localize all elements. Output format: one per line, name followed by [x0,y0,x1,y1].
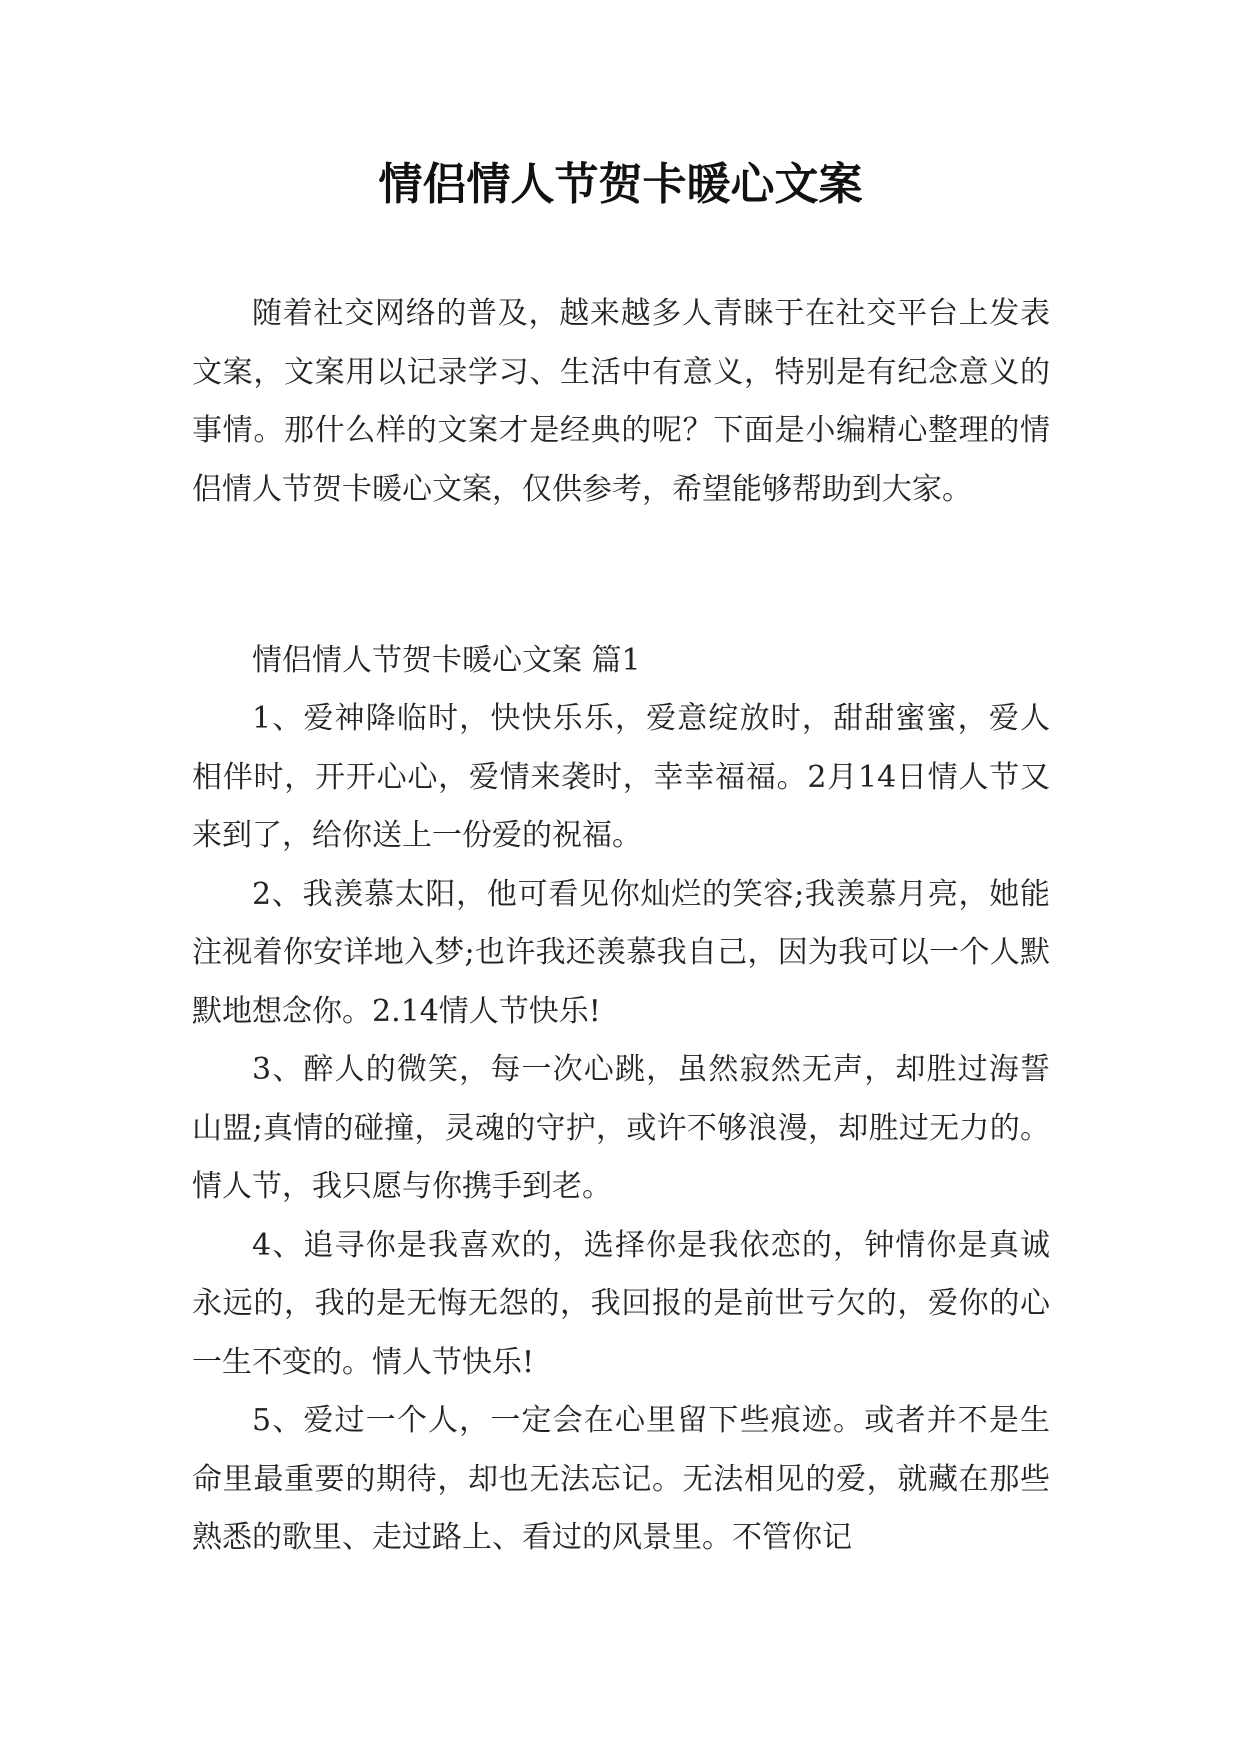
intro-paragraph: 随着社交网络的普及，越来越多人青睐于在社交平台上发表文案，文案用以记录学习、生活中有意义，特别是有纪念意义的事情。那什么样的文案才是经典的呢？下面是小编精心整理的情侣情人节贺卡暖心文案，仅供参考，希望能够帮助到大家。 [192,296,1050,507]
document-title: 情侣情人节贺卡暖心文案 [378,159,863,210]
list-item: 1、爱神降临时，快快乐乐，爱意绽放时，甜甜蜜蜜，爱人相伴时，开开心心，爱情来袭时，幸幸福福。2月14日情人节又来到了，给你送上一份爱的祝福。 [192,701,1050,853]
section-heading: 情侣情人节贺卡暖心文案 篇1 [252,643,641,678]
item-list [192,690,1050,1568]
list-item: 5、爱过一个人，一定会在心里留下些痕迹。或者并不是生命里最重要的期待，却也无法忘记。无法相见的爱，就藏在那些熟悉的歌里、走过路上、看过的风景里。不管你记 [192,1403,1050,1555]
list-item: 3、醉人的微笑，每一次心跳，虽然寂然无声，却胜过海誓山盟;真情的碰撞，灵魂的守护，或许不够浪漫，却胜过无力的。情人节，我只愿与你携手到老。 [192,1052,1050,1204]
list-item: 2、我羡慕太阳，他可看见你灿烂的笑容;我羡慕月亮，她能注视着你安详地入梦;也许我还羡慕我自己，因为我可以一个人默默地想念你。2.14情人节快乐! [192,876,1050,1029]
list-item: 4、追寻你是我喜欢的，选择你是我依恋的，钟情你是真诚永远的，我的是无悔无怨的，我回报的是前世亏欠的，爱你的心一生不变的。情人节快乐! [192,1227,1050,1380]
